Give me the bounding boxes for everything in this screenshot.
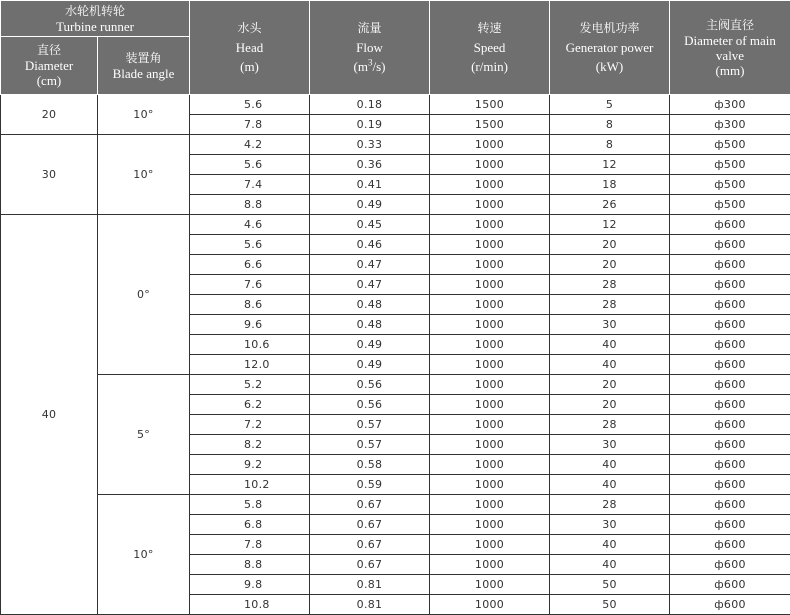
table-row bbox=[1, 495, 790, 515]
flow-cell: 0.45 bbox=[310, 215, 430, 235]
blade-angle-header bbox=[98, 37, 190, 95]
head-cn: 水头 bbox=[190, 21, 309, 36]
flow-unit-sup: 3 bbox=[368, 58, 373, 68]
head-cell: 5.8 bbox=[190, 495, 310, 515]
table-row bbox=[1, 215, 790, 235]
power-cell: 30 bbox=[550, 315, 670, 335]
power-cell: 26 bbox=[550, 195, 670, 215]
head-cell: 6.2 bbox=[190, 395, 310, 415]
flow-cell: 0.33 bbox=[310, 135, 430, 155]
valve-cell: ф600 bbox=[670, 535, 790, 555]
power-cell: 28 bbox=[550, 275, 670, 295]
power-cell: 50 bbox=[550, 595, 670, 615]
speed-cell: 1000 bbox=[430, 455, 550, 475]
speed-cell: 1000 bbox=[430, 235, 550, 255]
head-cell: 6.8 bbox=[190, 515, 310, 535]
power-cell: 5 bbox=[550, 95, 670, 115]
blade-angle-cell: 10° bbox=[98, 95, 190, 135]
power-cell: 50 bbox=[550, 575, 670, 595]
valve-cell: ф600 bbox=[670, 395, 790, 415]
valve-cell: ф600 bbox=[670, 375, 790, 395]
flow-unit bbox=[310, 59, 429, 74]
head-cell: 7.6 bbox=[190, 275, 310, 295]
flow-cell: 0.47 bbox=[310, 275, 430, 295]
head-cell: 9.2 bbox=[190, 455, 310, 475]
flow-cell: 0.67 bbox=[310, 495, 430, 515]
flow-cell: 0.81 bbox=[310, 595, 430, 615]
power-cell: 40 bbox=[550, 455, 670, 475]
blade-angle-cell: 10° bbox=[98, 495, 190, 615]
valve-header bbox=[670, 1, 790, 95]
head-cell: 7.8 bbox=[190, 535, 310, 555]
flow-cn: 流量 bbox=[310, 21, 429, 36]
flow-cell: 0.48 bbox=[310, 315, 430, 335]
flow-cell: 0.81 bbox=[310, 575, 430, 595]
flow-cell: 0.49 bbox=[310, 355, 430, 375]
power-cell: 8 bbox=[550, 135, 670, 155]
head-cell: 10.6 bbox=[190, 335, 310, 355]
power-header bbox=[550, 1, 670, 95]
power-cell: 28 bbox=[550, 415, 670, 435]
speed-cell: 1000 bbox=[430, 495, 550, 515]
valve-cell: ф600 bbox=[670, 575, 790, 595]
valve-cell: ф600 bbox=[670, 275, 790, 295]
flow-cell: 0.57 bbox=[310, 415, 430, 435]
speed-unit: (r/min) bbox=[430, 59, 549, 74]
flow-cell: 0.36 bbox=[310, 155, 430, 175]
flow-cell: 0.49 bbox=[310, 195, 430, 215]
flow-header bbox=[310, 1, 430, 95]
valve-cell: ф600 bbox=[670, 475, 790, 495]
valve-cell: ф600 bbox=[670, 415, 790, 435]
valve-cell: ф500 bbox=[670, 195, 790, 215]
speed-cell: 1000 bbox=[430, 475, 550, 495]
flow-unit-pre: (m bbox=[354, 59, 368, 74]
valve-cell: ф600 bbox=[670, 495, 790, 515]
speed-cell: 1000 bbox=[430, 355, 550, 375]
diameter-cell: 40 bbox=[1, 215, 98, 615]
table-row bbox=[1, 95, 790, 115]
flow-cell: 0.67 bbox=[310, 535, 430, 555]
flow-unit-post: /s) bbox=[372, 59, 385, 74]
valve-cell: ф600 bbox=[670, 515, 790, 535]
turbine-runner-cn: 水轮机转轮 bbox=[1, 4, 189, 19]
valve-cn: 主阀直径 bbox=[670, 18, 790, 33]
power-cell: 30 bbox=[550, 515, 670, 535]
speed-cell: 1000 bbox=[430, 515, 550, 535]
speed-cell: 1000 bbox=[430, 375, 550, 395]
valve-cell: ф600 bbox=[670, 215, 790, 235]
blade-angle-en: Blade angle bbox=[98, 66, 189, 81]
power-cell: 12 bbox=[550, 215, 670, 235]
speed-cell: 1000 bbox=[430, 595, 550, 615]
speed-cell: 1000 bbox=[430, 315, 550, 335]
turbine-runner-header bbox=[1, 1, 190, 37]
blade-angle-cn: 装置角 bbox=[98, 51, 189, 66]
flow-cell: 0.56 bbox=[310, 395, 430, 415]
power-cell: 30 bbox=[550, 435, 670, 455]
head-cell: 7.4 bbox=[190, 175, 310, 195]
speed-cell: 1000 bbox=[430, 275, 550, 295]
speed-cell: 1000 bbox=[430, 135, 550, 155]
power-en: Generator power bbox=[550, 40, 669, 55]
flow-cell: 0.47 bbox=[310, 255, 430, 275]
power-cell: 20 bbox=[550, 235, 670, 255]
valve-cell: ф600 bbox=[670, 435, 790, 455]
power-cell: 40 bbox=[550, 535, 670, 555]
head-en: Head bbox=[190, 40, 309, 55]
head-cell: 9.8 bbox=[190, 575, 310, 595]
blade-angle-cell: 0° bbox=[98, 215, 190, 375]
valve-cell: ф500 bbox=[670, 175, 790, 195]
valve-cell: ф500 bbox=[670, 135, 790, 155]
power-cell: 20 bbox=[550, 395, 670, 415]
valve-cell: ф600 bbox=[670, 555, 790, 575]
speed-cell: 1000 bbox=[430, 395, 550, 415]
speed-cell: 1000 bbox=[430, 155, 550, 175]
flow-cell: 0.56 bbox=[310, 375, 430, 395]
speed-cell: 1000 bbox=[430, 555, 550, 575]
head-cell: 7.2 bbox=[190, 415, 310, 435]
valve-en: Diameter of main valve bbox=[670, 33, 790, 63]
flow-cell: 0.67 bbox=[310, 555, 430, 575]
blade-angle-cell: 5° bbox=[98, 375, 190, 495]
flow-cell: 0.67 bbox=[310, 515, 430, 535]
head-cell: 9.6 bbox=[190, 315, 310, 335]
valve-cell: ф600 bbox=[670, 295, 790, 315]
speed-cell: 1000 bbox=[430, 295, 550, 315]
valve-cell: ф300 bbox=[670, 115, 790, 135]
power-cell: 28 bbox=[550, 495, 670, 515]
head-cell: 10.2 bbox=[190, 475, 310, 495]
head-cell: 8.8 bbox=[190, 555, 310, 575]
valve-cell: ф600 bbox=[670, 335, 790, 355]
flow-cell: 0.58 bbox=[310, 455, 430, 475]
flow-cell: 0.57 bbox=[310, 435, 430, 455]
power-cell: 20 bbox=[550, 375, 670, 395]
diameter-unit: (cm) bbox=[1, 73, 97, 88]
power-cell: 40 bbox=[550, 335, 670, 355]
flow-cell: 0.18 bbox=[310, 95, 430, 115]
head-cell: 5.6 bbox=[190, 95, 310, 115]
head-cell: 10.8 bbox=[190, 595, 310, 615]
flow-cell: 0.41 bbox=[310, 175, 430, 195]
flow-cell: 0.48 bbox=[310, 295, 430, 315]
speed-cell: 1000 bbox=[430, 215, 550, 235]
speed-cell: 1000 bbox=[430, 195, 550, 215]
valve-cell: ф600 bbox=[670, 595, 790, 615]
speed-cell: 1000 bbox=[430, 415, 550, 435]
valve-unit: (mm) bbox=[670, 63, 790, 78]
speed-cell: 1000 bbox=[430, 335, 550, 355]
head-cell: 5.6 bbox=[190, 235, 310, 255]
valve-cell: ф600 bbox=[670, 315, 790, 335]
head-header bbox=[190, 1, 310, 95]
valve-cell: ф600 bbox=[670, 455, 790, 475]
power-cell: 40 bbox=[550, 475, 670, 495]
power-cell: 40 bbox=[550, 555, 670, 575]
head-cell: 5.2 bbox=[190, 375, 310, 395]
head-cell: 4.6 bbox=[190, 215, 310, 235]
speed-cell: 1000 bbox=[430, 175, 550, 195]
head-cell: 6.6 bbox=[190, 255, 310, 275]
head-cell: 4.2 bbox=[190, 135, 310, 155]
flow-cell: 0.46 bbox=[310, 235, 430, 255]
power-cell: 28 bbox=[550, 295, 670, 315]
flow-cell: 0.49 bbox=[310, 335, 430, 355]
power-cell: 18 bbox=[550, 175, 670, 195]
diameter-cell: 20 bbox=[1, 95, 98, 135]
power-cn: 发电机功率 bbox=[550, 21, 669, 36]
valve-cell: ф500 bbox=[670, 155, 790, 175]
flow-en: Flow bbox=[310, 40, 429, 55]
valve-cell: ф600 bbox=[670, 255, 790, 275]
speed-cell: 1000 bbox=[430, 255, 550, 275]
turbine-runner-en: Turbine runner bbox=[1, 19, 189, 34]
head-cell: 8.6 bbox=[190, 295, 310, 315]
speed-cell: 1000 bbox=[430, 435, 550, 455]
speed-cell: 1000 bbox=[430, 575, 550, 595]
valve-cell: ф300 bbox=[670, 95, 790, 115]
valve-cell: ф600 bbox=[670, 235, 790, 255]
head-cell: 8.2 bbox=[190, 435, 310, 455]
blade-angle-cell: 10° bbox=[98, 135, 190, 215]
speed-en: Speed bbox=[430, 40, 549, 55]
speed-cn: 转速 bbox=[430, 21, 549, 36]
diameter-header bbox=[1, 37, 98, 95]
head-cell: 7.8 bbox=[190, 115, 310, 135]
head-cell: 5.6 bbox=[190, 155, 310, 175]
power-cell: 40 bbox=[550, 355, 670, 375]
head-cell: 12.0 bbox=[190, 355, 310, 375]
head-cell: 8.8 bbox=[190, 195, 310, 215]
table-row bbox=[1, 135, 790, 155]
power-cell: 20 bbox=[550, 255, 670, 275]
speed-header bbox=[430, 1, 550, 95]
diameter-cell: 30 bbox=[1, 135, 98, 215]
diameter-cn: 直径 bbox=[1, 43, 97, 58]
power-cell: 8 bbox=[550, 115, 670, 135]
valve-cell: ф600 bbox=[670, 355, 790, 375]
speed-cell: 1000 bbox=[430, 535, 550, 555]
flow-cell: 0.19 bbox=[310, 115, 430, 135]
diameter-en: Diameter bbox=[1, 58, 97, 73]
power-unit: (kW) bbox=[550, 59, 669, 74]
head-unit: (m) bbox=[190, 59, 309, 74]
power-cell: 12 bbox=[550, 155, 670, 175]
speed-cell: 1500 bbox=[430, 115, 550, 135]
table-header bbox=[1, 1, 790, 95]
speed-cell: 1500 bbox=[430, 95, 550, 115]
table-body bbox=[1, 95, 790, 615]
flow-cell: 0.59 bbox=[310, 475, 430, 495]
table-row bbox=[1, 375, 790, 395]
